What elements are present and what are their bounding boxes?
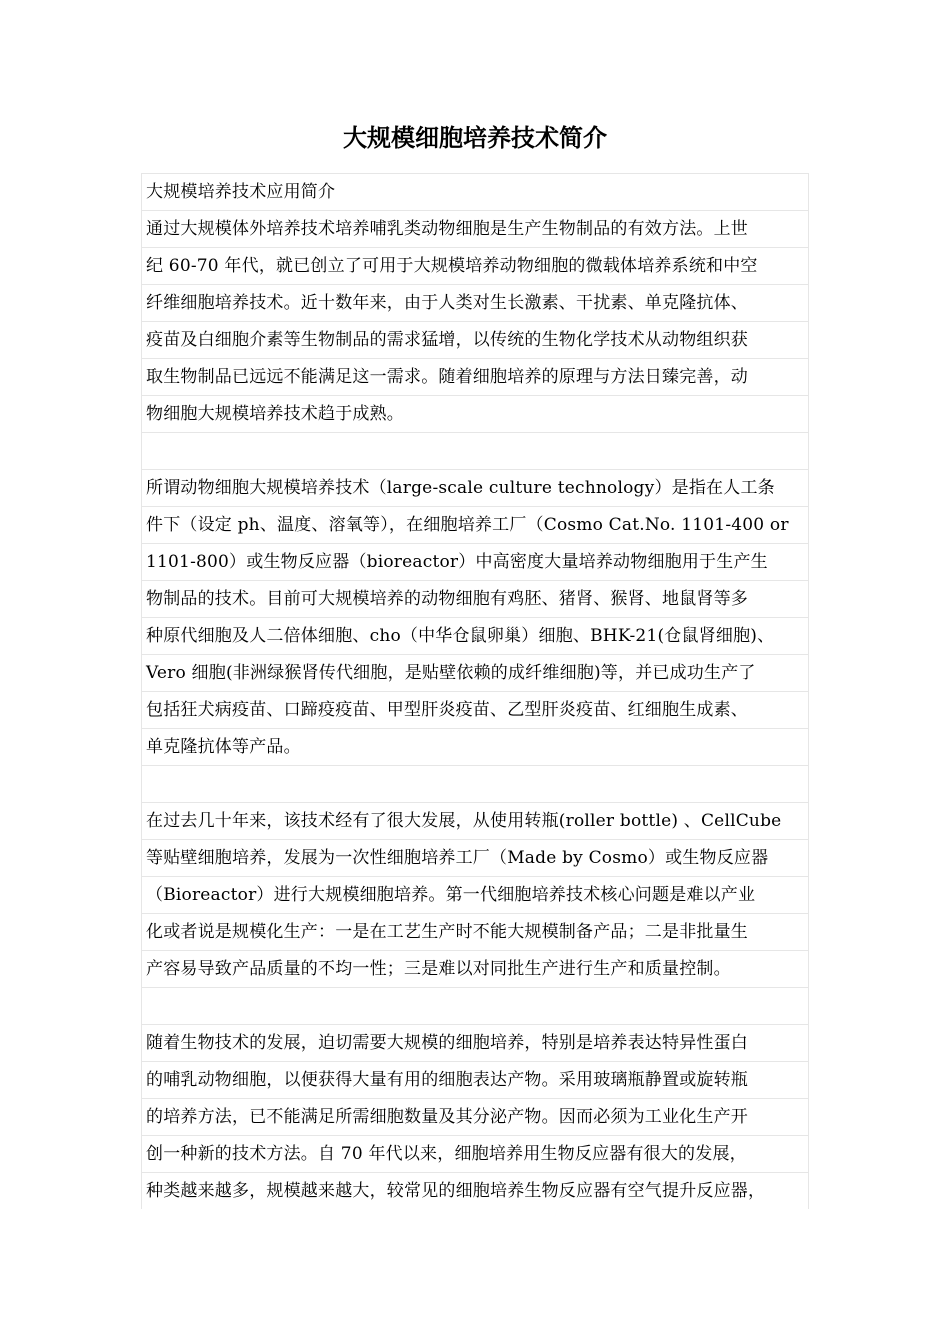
text-line: 大规模培养技术应用简介 (141, 173, 809, 210)
text-line: 纤维细胞培养技术。近十数年来，由于人类对生长激素、干扰素、单克隆抗体、 (141, 284, 809, 321)
text-line: Vero 细胞(非洲绿猴肾传代细胞，是贴壁依赖的成纤维细胞)等，并已成功生产了 (141, 654, 809, 691)
text-line: 在过去几十年来，该技术经有了很大发展，从使用转瓶(roller bottle) 、CellCube (141, 802, 809, 839)
text-line: 物制品的技术。目前可大规模培养的动物细胞有鸡胚、猪肾、猴肾、地鼠肾等多 (141, 580, 809, 617)
text-line: 创一种新的技术方法。自 70 年代以来，细胞培养用生物反应器有很大的发展， (141, 1135, 809, 1172)
text-line: 种类越来越多，规模越来越大，较常见的细胞培养生物反应器有空气提升反应器， (141, 1172, 809, 1209)
text-line: 的培养方法，已不能满足所需细胞数量及其分泌产物。因而必须为工业化生产开 (141, 1098, 809, 1135)
text-line: 的哺乳动物细胞，以便获得大量有用的细胞表达产物。采用玻璃瓶静置或旋转瓶 (141, 1061, 809, 1098)
text-line: 等贴壁细胞培养，发展为一次性细胞培养工厂（Made by Cosmo）或生物反应器 (141, 839, 809, 876)
text-line: 纪 60-70 年代，就已创立了可用于大规模培养动物细胞的微载体培养系统和中空 (141, 247, 809, 284)
document-body (141, 173, 809, 1209)
blank-line (141, 987, 809, 1024)
text-line: 随着生物技术的发展，迫切需要大规模的细胞培养，特别是培养表达特异性蛋白 (141, 1024, 809, 1061)
text-line: 所谓动物细胞大规模培养技术（large-scale culture technology）是指在人工条 (141, 469, 809, 506)
text-line: 1101-800）或生物反应器（bioreactor）中高密度大量培养动物细胞用于生产生 (141, 543, 809, 580)
text-line: 疫苗及白细胞介素等生物制品的需求猛增，以传统的生物化学技术从动物组织获 (141, 321, 809, 358)
blank-line (141, 432, 809, 469)
document-title: 大规模细胞培养技术简介 (343, 124, 607, 152)
text-line: 取生物制品已远远不能满足这一需求。随着细胞培养的原理与方法日臻完善，动 (141, 358, 809, 395)
text-line: 种原代细胞及人二倍体细胞、cho（中华仓鼠卵巢）细胞、BHK-21(仓鼠肾细胞)、 (141, 617, 809, 654)
text-line: 产容易导致产品质量的不均一性；三是难以对同批生产进行生产和质量控制。 (141, 950, 809, 987)
blank-line (141, 765, 809, 802)
text-line: （Bioreactor）进行大规模细胞培养。第一代细胞培养技术核心问题是难以产业 (141, 876, 809, 913)
text-line: 通过大规模体外培养技术培养哺乳类动物细胞是生产生物制品的有效方法。上世 (141, 210, 809, 247)
text-line: 单克隆抗体等产品。 (141, 728, 809, 765)
text-line: 件下（设定 ph、温度、溶氧等），在细胞培养工厂（Cosmo Cat.No. 1101-400 or (141, 506, 809, 543)
text-line: 化或者说是规模化生产：一是在工艺生产时不能大规模制备产品；二是非批量生 (141, 913, 809, 950)
text-line: 物细胞大规模培养技术趋于成熟。 (141, 395, 809, 432)
text-line: 包括狂犬病疫苗、口蹄疫疫苗、甲型肝炎疫苗、乙型肝炎疫苗、红细胞生成素、 (141, 691, 809, 728)
